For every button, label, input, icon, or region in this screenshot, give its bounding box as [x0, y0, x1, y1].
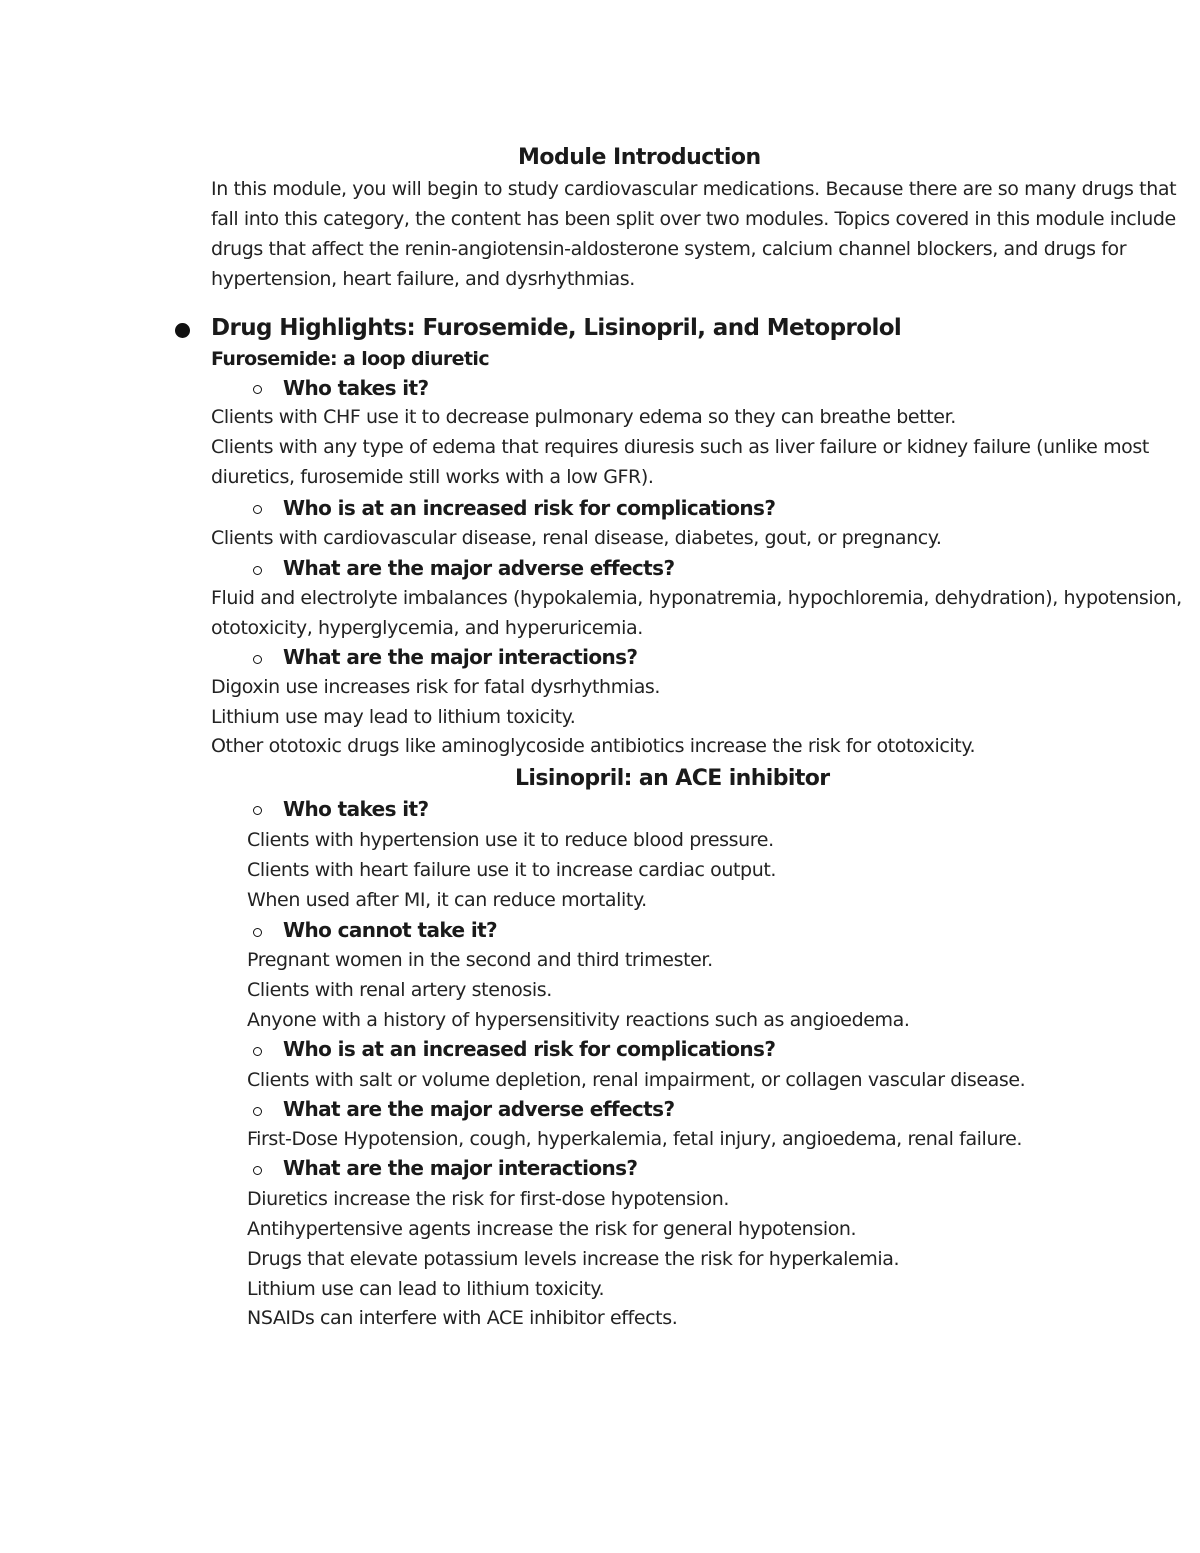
answer-line: First-Dose Hypotension, cough, hyperkalemia, fetal injury, angioedema, renal failure. — [247, 1128, 1023, 1150]
intro-line: hypertension, heart failure, and dysrhythmias. — [211, 268, 635, 290]
answer-line: Drugs that elevate potassium levels increase the risk for hyperkalemia. — [247, 1248, 900, 1270]
circle-bullet-icon — [253, 1166, 262, 1175]
circle-bullet-icon — [253, 505, 262, 514]
circle-bullet-icon — [253, 928, 262, 937]
answer-line: Clients with salt or volume depletion, renal impairment, or collagen vascular disease. — [247, 1069, 1026, 1091]
answer-line: Lithium use may lead to lithium toxicity. — [211, 706, 576, 728]
question-heading: What are the major interactions? — [283, 1156, 638, 1180]
question-heading: Who takes it? — [283, 797, 429, 821]
drug-heading-furosemide: Furosemide: a loop diuretic — [211, 348, 490, 370]
answer-line: ototoxicity, hyperglycemia, and hyperuricemia. — [211, 617, 643, 639]
question-heading: Who is at an increased risk for complications? — [283, 496, 776, 520]
circle-bullet-icon — [253, 806, 262, 815]
intro-line: In this module, you will begin to study cardiovascular medications. Because there are so many drugs that — [211, 178, 1177, 200]
answer-line: diuretics, furosemide still works with a low GFR). — [211, 466, 654, 488]
circle-bullet-icon — [253, 1047, 262, 1056]
answer-line: Other ototoxic drugs like aminoglycoside antibiotics increase the risk for ototoxicity. — [211, 735, 976, 757]
answer-line: Anyone with a history of hypersensitivity reactions such as angioedema. — [247, 1009, 910, 1031]
answer-line: Clients with any type of edema that requires diuresis such as liver failure or kidney failure (unlike most — [211, 436, 1149, 458]
question-heading: What are the major interactions? — [283, 645, 638, 669]
answer-line: Antihypertensive agents increase the risk for general hypotension. — [247, 1218, 857, 1240]
page-title: Module Introduction — [518, 145, 761, 170]
answer-line: Lithium use can lead to lithium toxicity. — [247, 1278, 605, 1300]
intro-line: drugs that affect the renin-angiotensin-aldosterone system, calcium channel blockers, and drugs for — [211, 238, 1127, 260]
question-heading: Who takes it? — [283, 376, 429, 400]
answer-line: NSAIDs can interfere with ACE inhibitor effects. — [247, 1307, 678, 1329]
question-heading: Who cannot take it? — [283, 918, 498, 942]
question-heading: What are the major adverse effects? — [283, 1097, 675, 1121]
answer-line: Clients with heart failure use it to increase cardiac output. — [247, 859, 777, 881]
circle-bullet-icon — [253, 566, 262, 575]
answer-line: Clients with cardiovascular disease, renal disease, diabetes, gout, or pregnancy. — [211, 527, 942, 549]
drug-heading-lisinopril: Lisinopril: an ACE inhibitor — [515, 766, 830, 791]
intro-line: fall into this category, the content has been split over two modules. Topics covered in this module include — [211, 208, 1176, 230]
answer-line: Clients with CHF use it to decrease pulmonary edema so they can breathe better. — [211, 406, 956, 428]
circle-bullet-icon — [253, 1107, 262, 1116]
question-heading: What are the major adverse effects? — [283, 556, 675, 580]
answer-line: Digoxin use increases risk for fatal dysrhythmias. — [211, 676, 661, 698]
answer-line: Clients with renal artery stenosis. — [247, 979, 552, 1001]
answer-line: Diuretics increase the risk for first-dose hypotension. — [247, 1188, 730, 1210]
circle-bullet-icon — [253, 655, 262, 664]
section-heading: Drug Highlights: Furosemide, Lisinopril, and Metoprolol — [211, 315, 902, 341]
answer-line: When used after MI, it can reduce mortality. — [247, 889, 647, 911]
answer-line: Clients with hypertension use it to reduce blood pressure. — [247, 829, 774, 851]
answer-line: Pregnant women in the second and third trimester. — [247, 949, 713, 971]
answer-line: Fluid and electrolyte imbalances (hypokalemia, hyponatremia, hypochloremia, dehydration), hypotension, — [211, 587, 1182, 609]
question-heading: Who is at an increased risk for complications? — [283, 1037, 776, 1061]
circle-bullet-icon — [253, 385, 262, 394]
bullet-icon — [175, 323, 190, 338]
